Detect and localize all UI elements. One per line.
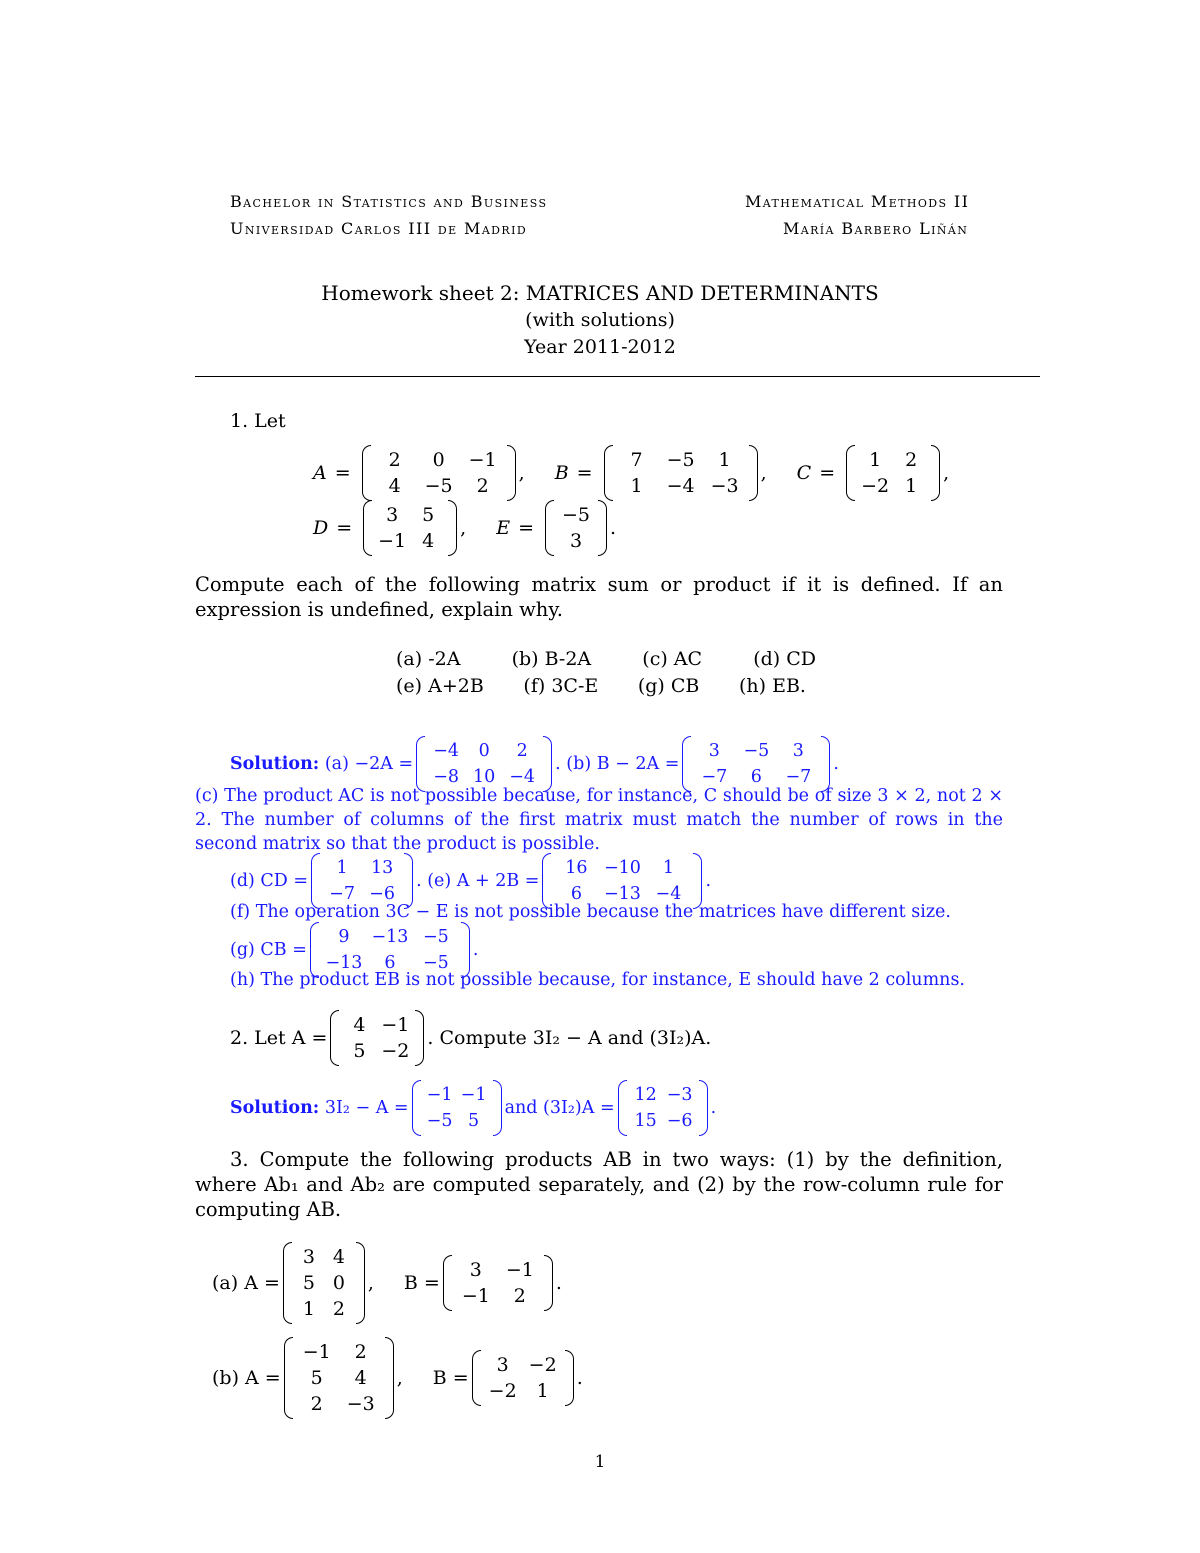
- matrix-3a-A: [283, 1242, 365, 1324]
- matrix-cell: −5: [666, 449, 695, 471]
- matrix-cell: −2: [488, 1380, 517, 1402]
- matrix-cell: 3: [569, 530, 583, 552]
- left-paren: [412, 1080, 421, 1136]
- matrix-row: [857, 473, 929, 499]
- problem-1-matrices-row2: D = 3 5 −1 4 , E = −5 3 .: [313, 500, 616, 556]
- matrix-cell: 1: [869, 449, 882, 471]
- problem-1-matrices-row1: A = 2 0 −1 4 −5 2 , B = 7 −5 1 1 −4 −3 , C = 1 2 −2 1 ,: [313, 445, 949, 501]
- matrix-cell: 3: [496, 1354, 509, 1376]
- matrix-cell: 3: [792, 741, 804, 761]
- matrix-B: [604, 445, 758, 501]
- matrix-row: [553, 855, 691, 881]
- matrix-cell: −1: [381, 1014, 410, 1036]
- matrix-cell: 1: [302, 1298, 315, 1320]
- right-paren: [404, 853, 413, 909]
- right-paren: [448, 500, 457, 556]
- matrix-cell: −4: [655, 884, 682, 904]
- matrix-cell: 6: [570, 884, 582, 904]
- solution-1-f: (f) The operation 3C − E is not possible because the matrices have different size.: [230, 902, 951, 922]
- matrix-cell: 9: [338, 927, 350, 947]
- matrix-sol2-2: [618, 1080, 708, 1136]
- matrix-cell: 4: [354, 1367, 367, 1389]
- matrix-cell: 3: [386, 504, 399, 526]
- matrix-cell: 1: [905, 475, 918, 497]
- matrix-cell: 13: [370, 858, 394, 878]
- matrix-row: [294, 1296, 354, 1322]
- item-f: (f) 3C-E: [523, 675, 599, 697]
- matrix-row: [374, 528, 446, 554]
- matrix-cell: −5: [423, 927, 449, 947]
- left-paren: [618, 1080, 627, 1136]
- matrix-row: [373, 447, 505, 473]
- matrix-cell: −7: [329, 884, 355, 904]
- matrix-cell: −3: [346, 1393, 375, 1415]
- item-b: (b) B-2A: [511, 648, 592, 670]
- matrix-cell: 5: [310, 1367, 323, 1389]
- matrix-cell: −13: [371, 927, 409, 947]
- right-paren: [565, 1350, 574, 1406]
- matrix-cell: 0: [478, 741, 490, 761]
- left-paren: [472, 1350, 481, 1406]
- matrix-row: [454, 1257, 542, 1283]
- problem-1-instructions: Compute each of the following matrix sum or product if it is defined. If an expression is undefined, explain why.: [195, 573, 1003, 621]
- matrix-cell: 4: [353, 1014, 366, 1036]
- matrix-row: [483, 1352, 563, 1378]
- matrix-cell: 2: [388, 449, 401, 471]
- matrix-row: [374, 502, 446, 528]
- matrix-cell: −13: [603, 884, 641, 904]
- matrix-cell: 1: [662, 858, 674, 878]
- solution-1-g: (g) CB = 9 −13 −5 −13 6 −5 .: [230, 922, 478, 978]
- matrix-cell: −7: [701, 767, 728, 787]
- matrix-cell: −3: [710, 475, 739, 497]
- solution-1-de: (d) CD = 1 13 −7 −6 . (e) A + 2B = 16 −10 1 6 −13 −4 .: [230, 853, 711, 909]
- matrix-p2-A: [330, 1010, 424, 1066]
- matrix-cell: −6: [369, 884, 395, 904]
- matrix-row: [322, 855, 402, 881]
- matrix-row: [454, 1283, 542, 1309]
- item-c: (c) AC: [642, 648, 703, 670]
- matrix-cell: −5: [561, 504, 590, 526]
- matrix-cell: 2: [354, 1341, 367, 1363]
- page-year: Year 2011-2012: [524, 336, 676, 358]
- left-paren: [311, 853, 320, 909]
- matrix-cell: 3: [302, 1246, 315, 1268]
- matrix-cell: 12: [634, 1085, 657, 1105]
- matrix-cell: −4: [666, 475, 695, 497]
- left-paren: [604, 445, 613, 501]
- matrix-cell: 3: [469, 1259, 482, 1281]
- matrix-row: [295, 1365, 383, 1391]
- matrix-cell: 6: [384, 953, 396, 973]
- matrix-cell: −5: [424, 475, 453, 497]
- solution-2: Solution: 3I₂ − A = −1 −1 −5 5 and (3I₂)A = 12 −3 15 −6 .: [230, 1080, 716, 1136]
- matrix-cell: −1: [426, 1085, 453, 1105]
- matrix-row: [295, 1391, 383, 1417]
- matrix-cell: 1: [536, 1380, 549, 1402]
- matrix-row: [556, 528, 596, 554]
- matrix-cell: −1: [302, 1341, 331, 1363]
- problem-3a: (a) A = 3 4 5 0 1 2 , B = 3 −1 −1 2 .: [212, 1242, 562, 1324]
- matrix-sol-d: [311, 853, 413, 909]
- matrix-cell: 6: [750, 767, 762, 787]
- page-title: Homework sheet 2: MATRICES AND DETERMINANTS: [321, 281, 879, 305]
- university: Universidad Carlos III de Madrid: [230, 219, 528, 238]
- matrix-3a-B: [443, 1255, 553, 1311]
- matrix-cell: −1: [460, 1085, 487, 1105]
- matrix-cell: −4: [509, 767, 536, 787]
- left-paren: [545, 500, 554, 556]
- right-paren: [356, 1242, 365, 1324]
- right-paren: [749, 445, 758, 501]
- matrix-cell: −1: [378, 530, 407, 552]
- matrix-row: [857, 447, 929, 473]
- right-paren: [544, 1255, 553, 1311]
- matrix-cell: −2: [381, 1040, 410, 1062]
- matrix-row: [294, 1244, 354, 1270]
- item-e: (e) A+2B: [396, 675, 484, 697]
- matrix-cell: 2: [332, 1298, 345, 1320]
- matrix-cell: 0: [332, 1272, 345, 1294]
- matrix-cell: 2: [905, 449, 918, 471]
- matrix-cell: 2: [513, 1285, 526, 1307]
- matrix-cell: 2: [476, 475, 489, 497]
- matrix-cell: 2: [516, 741, 528, 761]
- course-title: Mathematical Methods II: [745, 192, 970, 211]
- matrix-row: [615, 447, 747, 473]
- matrix-cell: −4: [433, 741, 460, 761]
- matrix-cell: 5: [422, 504, 435, 526]
- matrix-cell: −7: [785, 767, 812, 787]
- matrix-cell: −5: [743, 741, 770, 761]
- right-paren: [931, 445, 940, 501]
- right-paren: [699, 1080, 708, 1136]
- matrix-C: [846, 445, 940, 501]
- matrix-row: [294, 1270, 354, 1296]
- page-number: 1: [594, 1452, 606, 1472]
- matrix-A: [362, 445, 516, 501]
- matrix-row: [629, 1108, 697, 1134]
- matrix-row: [295, 1339, 383, 1365]
- title-divider: [195, 376, 1040, 377]
- matrix-row: [483, 1378, 563, 1404]
- matrix-cell: 5: [468, 1111, 480, 1131]
- matrix-cell: 4: [388, 475, 401, 497]
- matrix-3b-B: [472, 1350, 574, 1406]
- matrix-row: [693, 738, 819, 764]
- matrix-cell: 10: [473, 767, 496, 787]
- item-a: (a) -2A: [396, 648, 461, 670]
- left-paren: [363, 500, 372, 556]
- left-paren: [443, 1255, 452, 1311]
- matrix-cell: −1: [468, 449, 497, 471]
- matrix-cell: 5: [302, 1272, 315, 1294]
- matrix-cell: −2: [861, 475, 890, 497]
- solution-1-h: (h) The product EB is not possible because, for instance, E should have 2 columns.: [230, 970, 965, 990]
- matrix-cell: 7: [630, 449, 643, 471]
- matrix-cell: −5: [423, 953, 449, 973]
- matrix-cell: 1: [630, 475, 643, 497]
- matrix-cell: 4: [332, 1246, 345, 1268]
- matrix-cell: 15: [634, 1111, 657, 1131]
- left-paren: [362, 445, 371, 501]
- left-paren: [846, 445, 855, 501]
- right-paren: [507, 445, 516, 501]
- matrix-row: [427, 738, 541, 764]
- item-g: (g) CB: [637, 675, 700, 697]
- left-paren: [283, 1242, 292, 1324]
- problem-1-items-row2: [396, 675, 806, 697]
- matrix-row: [615, 473, 747, 499]
- right-paren: [385, 1337, 394, 1419]
- matrix-cell: −1: [505, 1259, 534, 1281]
- matrix-cell: 1: [336, 858, 348, 878]
- matrix-row: [341, 1012, 413, 1038]
- matrix-3b-A: [284, 1337, 394, 1419]
- left-paren: [284, 1337, 293, 1419]
- matrix-row: [373, 473, 505, 499]
- matrix-sol-e: [542, 853, 702, 909]
- matrix-cell: −2: [528, 1354, 557, 1376]
- matrix-cell: 0: [432, 449, 445, 471]
- solution-1-c: (c) The product AC is not possible because, for instance, C should be of size 3 × 2, not 2 × 2. The number of columns of the first matrix must match the number of rows in the second matrix so that the product is possible.: [195, 786, 1003, 854]
- matrix-row: [629, 1082, 697, 1108]
- matrix-E: [545, 500, 607, 556]
- item-d: (d) CD: [753, 648, 816, 670]
- course-program: Bachelor in Statistics and Business: [230, 192, 548, 211]
- matrix-row: [341, 1038, 413, 1064]
- matrix-row: [321, 924, 459, 950]
- matrix-D: [363, 500, 457, 556]
- problem-1-items-row1: [396, 648, 816, 670]
- problem-3b: (b) A = −1 2 5 4 2 −3 , B = 3 −2 −2 1 .: [212, 1337, 583, 1419]
- solution-1-ab: Solution: (a) −2A = −4 0 2 −8 10 −4 . (b) B − 2A = 3 −5 3 −7 6 −7 .: [230, 736, 839, 792]
- matrix-cell: −5: [426, 1111, 453, 1131]
- matrix-cell: −3: [666, 1085, 693, 1105]
- right-paren: [693, 853, 702, 909]
- matrix-cell: −13: [325, 953, 363, 973]
- matrix-cell: 4: [422, 530, 435, 552]
- right-paren: [415, 1010, 424, 1066]
- matrix-cell: 5: [353, 1040, 366, 1062]
- author: María Barbero Liñán: [783, 219, 969, 238]
- matrix-cell: 2: [310, 1393, 323, 1415]
- matrix-row: [423, 1108, 491, 1134]
- item-h: (h) EB.: [738, 675, 806, 697]
- problem-2: 2. Let A = 4 −1 5 −2 . Compute 3I₂ − A and (3I₂)A.: [230, 1010, 711, 1066]
- matrix-cell: −6: [666, 1111, 693, 1131]
- left-paren: [330, 1010, 339, 1066]
- page-subtitle: (with solutions): [525, 309, 675, 331]
- matrix-cell: 16: [565, 858, 588, 878]
- matrix-row: [556, 502, 596, 528]
- matrix-row: [423, 1082, 491, 1108]
- matrix-cell: 1: [718, 449, 731, 471]
- matrix-cell: −8: [433, 767, 460, 787]
- problem-3-text: 3. Compute the following products AB in two ways: (1) by the definition, where Ab₁ and Ab₂ are computed separately, and (2) by the row-column rule for computing AB.: [195, 1148, 1003, 1221]
- matrix-sol2-1: [412, 1080, 502, 1136]
- left-paren: [542, 853, 551, 909]
- matrix-cell: 3: [708, 741, 720, 761]
- problem-1-intro: 1. Let: [230, 410, 286, 432]
- matrix-cell: −10: [603, 858, 641, 878]
- right-paren: [493, 1080, 502, 1136]
- right-paren: [598, 500, 607, 556]
- matrix-cell: −1: [461, 1285, 490, 1307]
